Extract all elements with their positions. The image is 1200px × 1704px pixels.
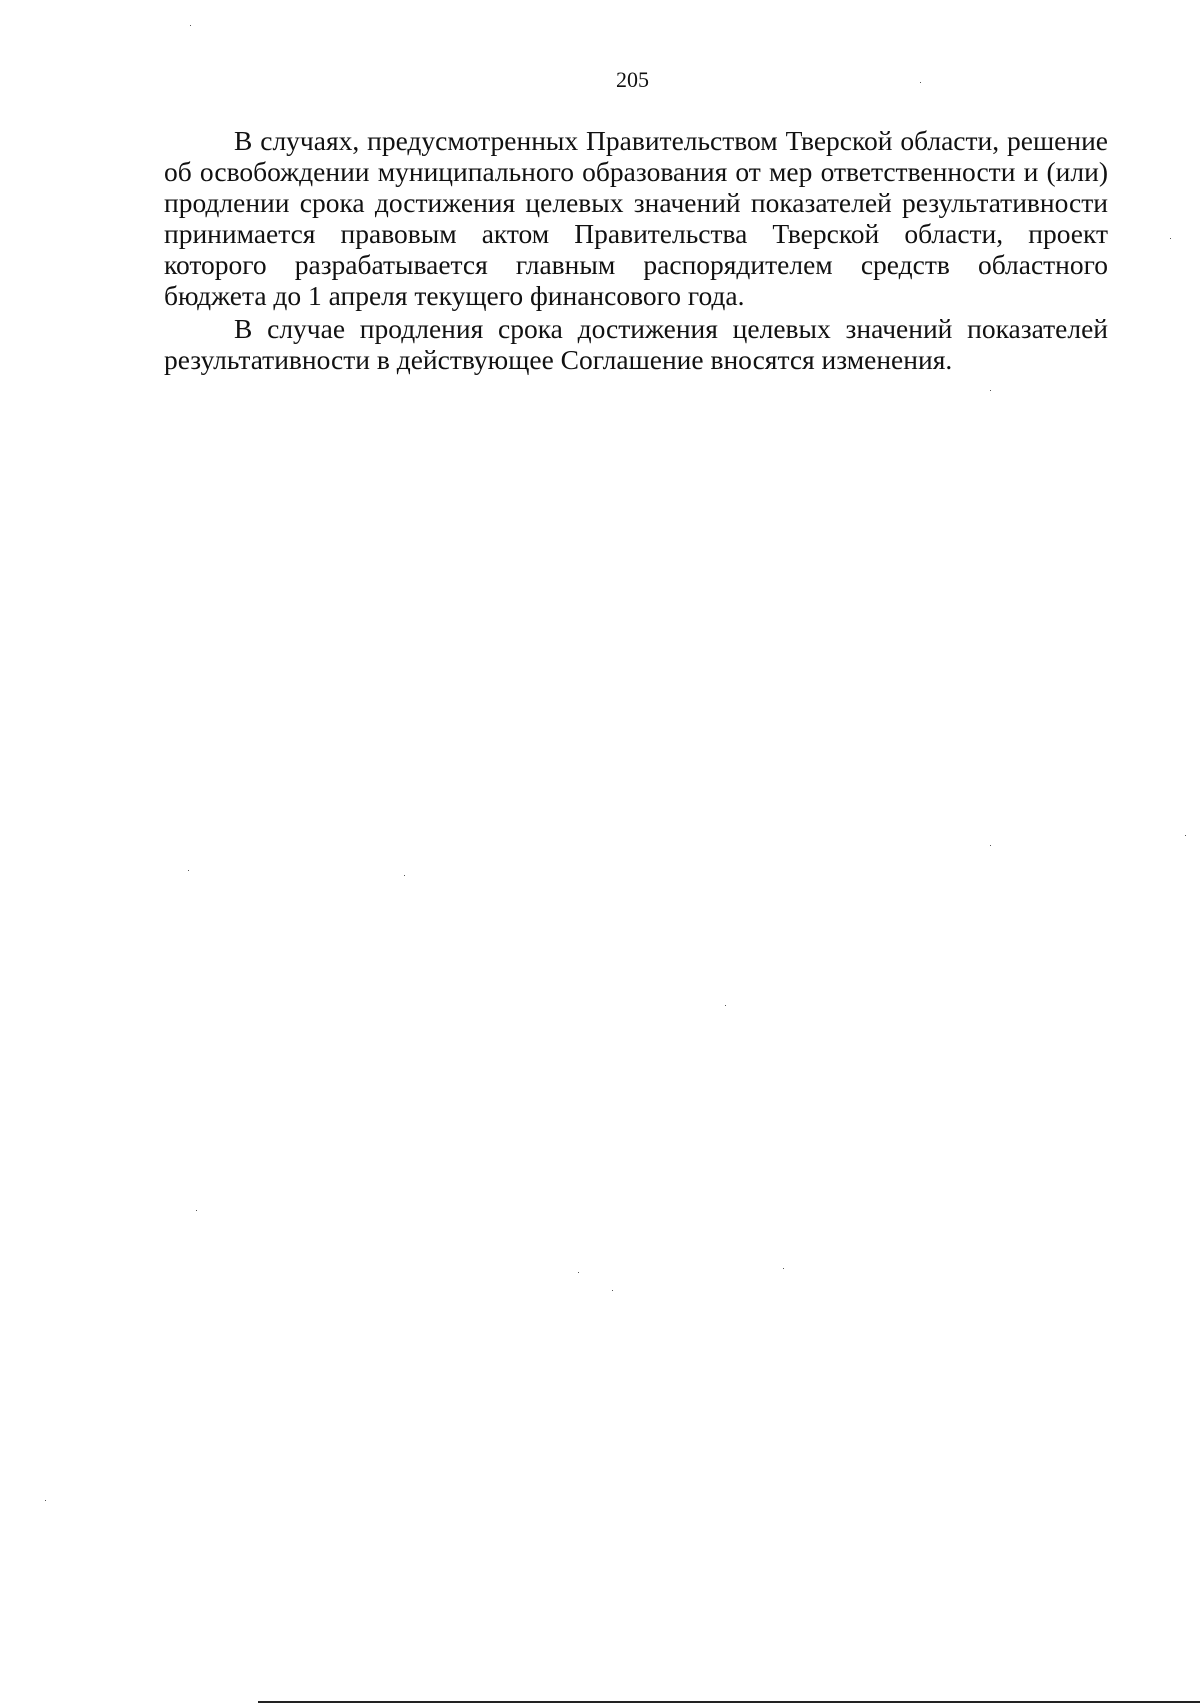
paragraph-1: В случаях, предусмотренных Правительством Тверской области, решение об освобождении муниципального образования от мер ответственности и (или) продлении срока достижения целевых значений показателей результативности принимается правовым актом Правительства Тверской области, проект которого разрабатывается главным распорядителем средств областного бюджета до 1 апреля текущего финансового года. [164,125,1108,311]
document-body [164,125,1108,377]
scan-speck [612,1290,613,1291]
scan-speck [404,875,405,876]
scan-speck [783,1268,784,1269]
scan-edge-line [258,1701,1200,1703]
scan-speck [190,25,191,26]
scan-speck [1185,835,1186,836]
paragraph-2: В случае продления срока достижения целевых значений показателей результативности в действующее Соглашение вносятся изменения. [164,313,1108,375]
scan-speck [920,82,921,83]
scan-speck [990,390,991,391]
page-number: 205 [616,67,649,92]
scan-speck [188,870,189,871]
scan-speck [578,1272,579,1273]
scan-speck [990,845,991,846]
scan-speck [725,1005,726,1006]
scan-speck [45,1500,46,1501]
scan-speck [1170,238,1171,239]
scan-speck [196,1210,197,1211]
